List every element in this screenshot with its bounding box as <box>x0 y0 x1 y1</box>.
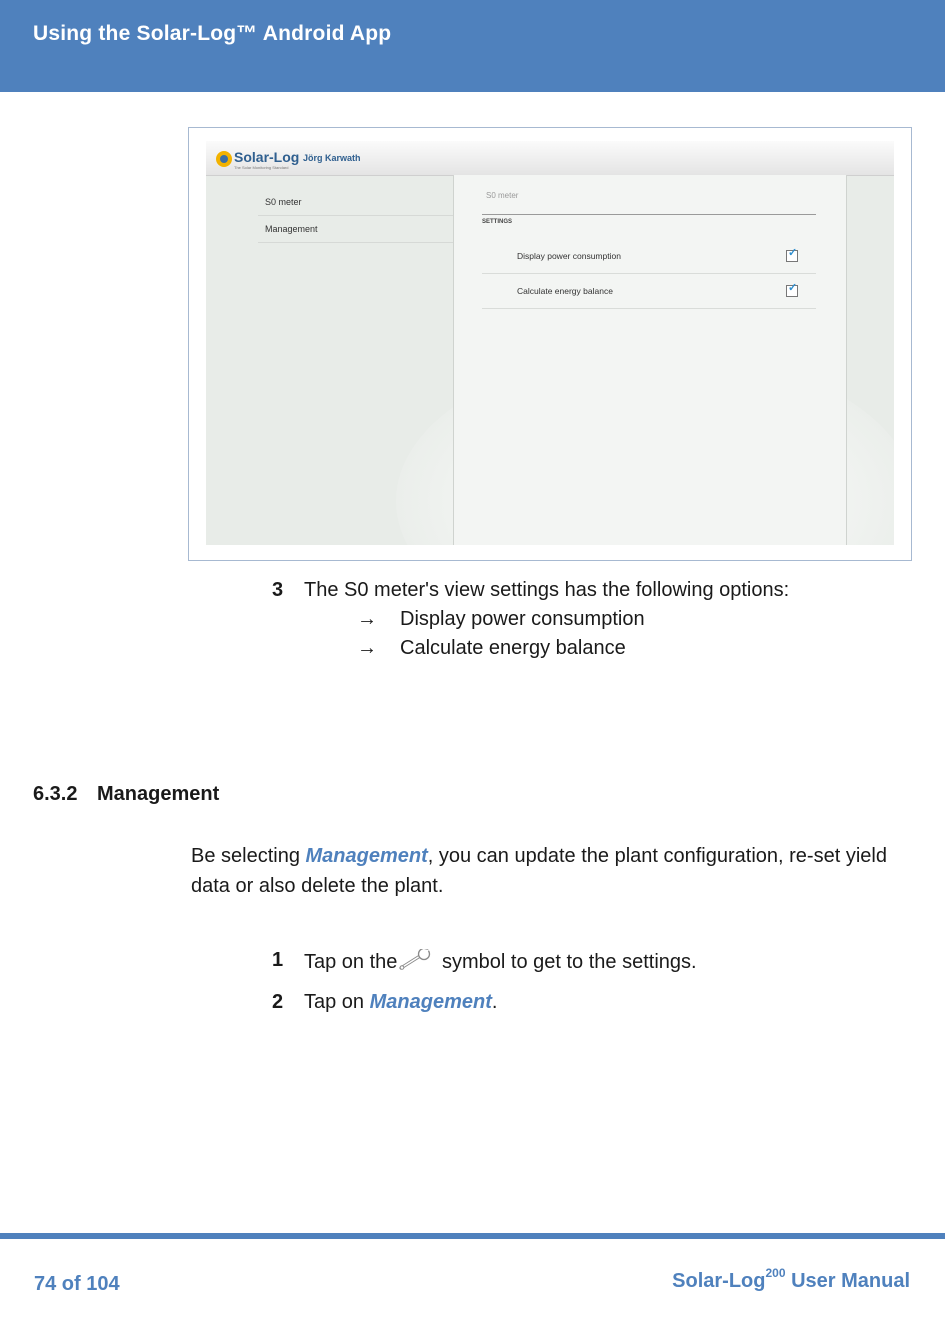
step-text-after: symbol to get to the settings. <box>436 951 697 973</box>
para-text: Be selecting <box>191 845 306 867</box>
step-text-before: Tap on <box>304 991 370 1013</box>
user-name: Jörg Karwath <box>303 153 361 163</box>
app-screenshot-frame <box>188 127 912 561</box>
option-label: Calculate energy balance <box>517 286 613 296</box>
section-paragraph <box>191 841 896 901</box>
section-number: 6.3.2 <box>33 783 78 805</box>
manual-title <box>672 1266 910 1293</box>
arrow-right-icon: → <box>357 608 377 630</box>
section-title: Management <box>97 783 220 805</box>
settings-detail-pane <box>453 175 847 545</box>
checkmark-icon: ✓ <box>788 282 798 294</box>
step-number: 2 <box>272 991 284 1013</box>
settings-menu-list <box>258 189 454 243</box>
bullet-text: Calculate energy balance <box>400 637 626 659</box>
manual-label: User Manual <box>785 1270 910 1292</box>
product-name: Solar-Log <box>672 1270 766 1292</box>
step-number: 3 <box>272 579 284 601</box>
page-number: 74 of 104 <box>34 1273 120 1295</box>
footer-rule <box>0 1233 945 1239</box>
step-text-before: Tap on the <box>304 951 398 973</box>
app-action-bar <box>206 141 894 176</box>
option-label: Display power consumption <box>517 251 621 261</box>
option-checkbox[interactable] <box>786 247 798 262</box>
section-heading <box>33 783 220 806</box>
management-highlight: Management <box>305 845 428 867</box>
solar-log-logo-icon <box>216 151 232 167</box>
management-highlight: Management <box>369 991 492 1013</box>
menu-item-management[interactable]: Management <box>258 216 454 243</box>
settings-section-header: SETTINGS <box>482 214 816 225</box>
header-band <box>0 0 945 92</box>
option-display-power-consumption[interactable] <box>482 238 816 274</box>
wrench-icon <box>398 949 434 971</box>
step-text: The S0 meter's view settings has the following options: <box>304 579 790 601</box>
app-logo-text: Solar-Log <box>234 149 300 165</box>
option-checkbox[interactable] <box>786 282 798 297</box>
step-text <box>304 949 697 974</box>
app-logo-tagline: The Solar Monitoring Standard <box>234 165 289 170</box>
step-text-after: . <box>491 991 498 1013</box>
header-title: Using the Solar-Log™ Android App <box>33 22 392 45</box>
para-text-after: , you can update the plant configuration, re-set yield data or also delete the plant. <box>191 845 887 897</box>
product-model: 200 <box>765 1266 786 1280</box>
detail-title: S0 meter <box>486 191 519 200</box>
step-text <box>304 991 497 1014</box>
bullet-text: Display power consumption <box>400 608 645 630</box>
menu-item-s0-meter[interactable]: S0 meter <box>258 189 454 216</box>
option-calculate-energy-balance[interactable] <box>482 273 816 309</box>
step-number: 1 <box>272 949 284 971</box>
checkmark-icon: ✓ <box>788 247 798 259</box>
arrow-right-icon: → <box>357 637 377 659</box>
app-screenshot <box>206 141 894 545</box>
